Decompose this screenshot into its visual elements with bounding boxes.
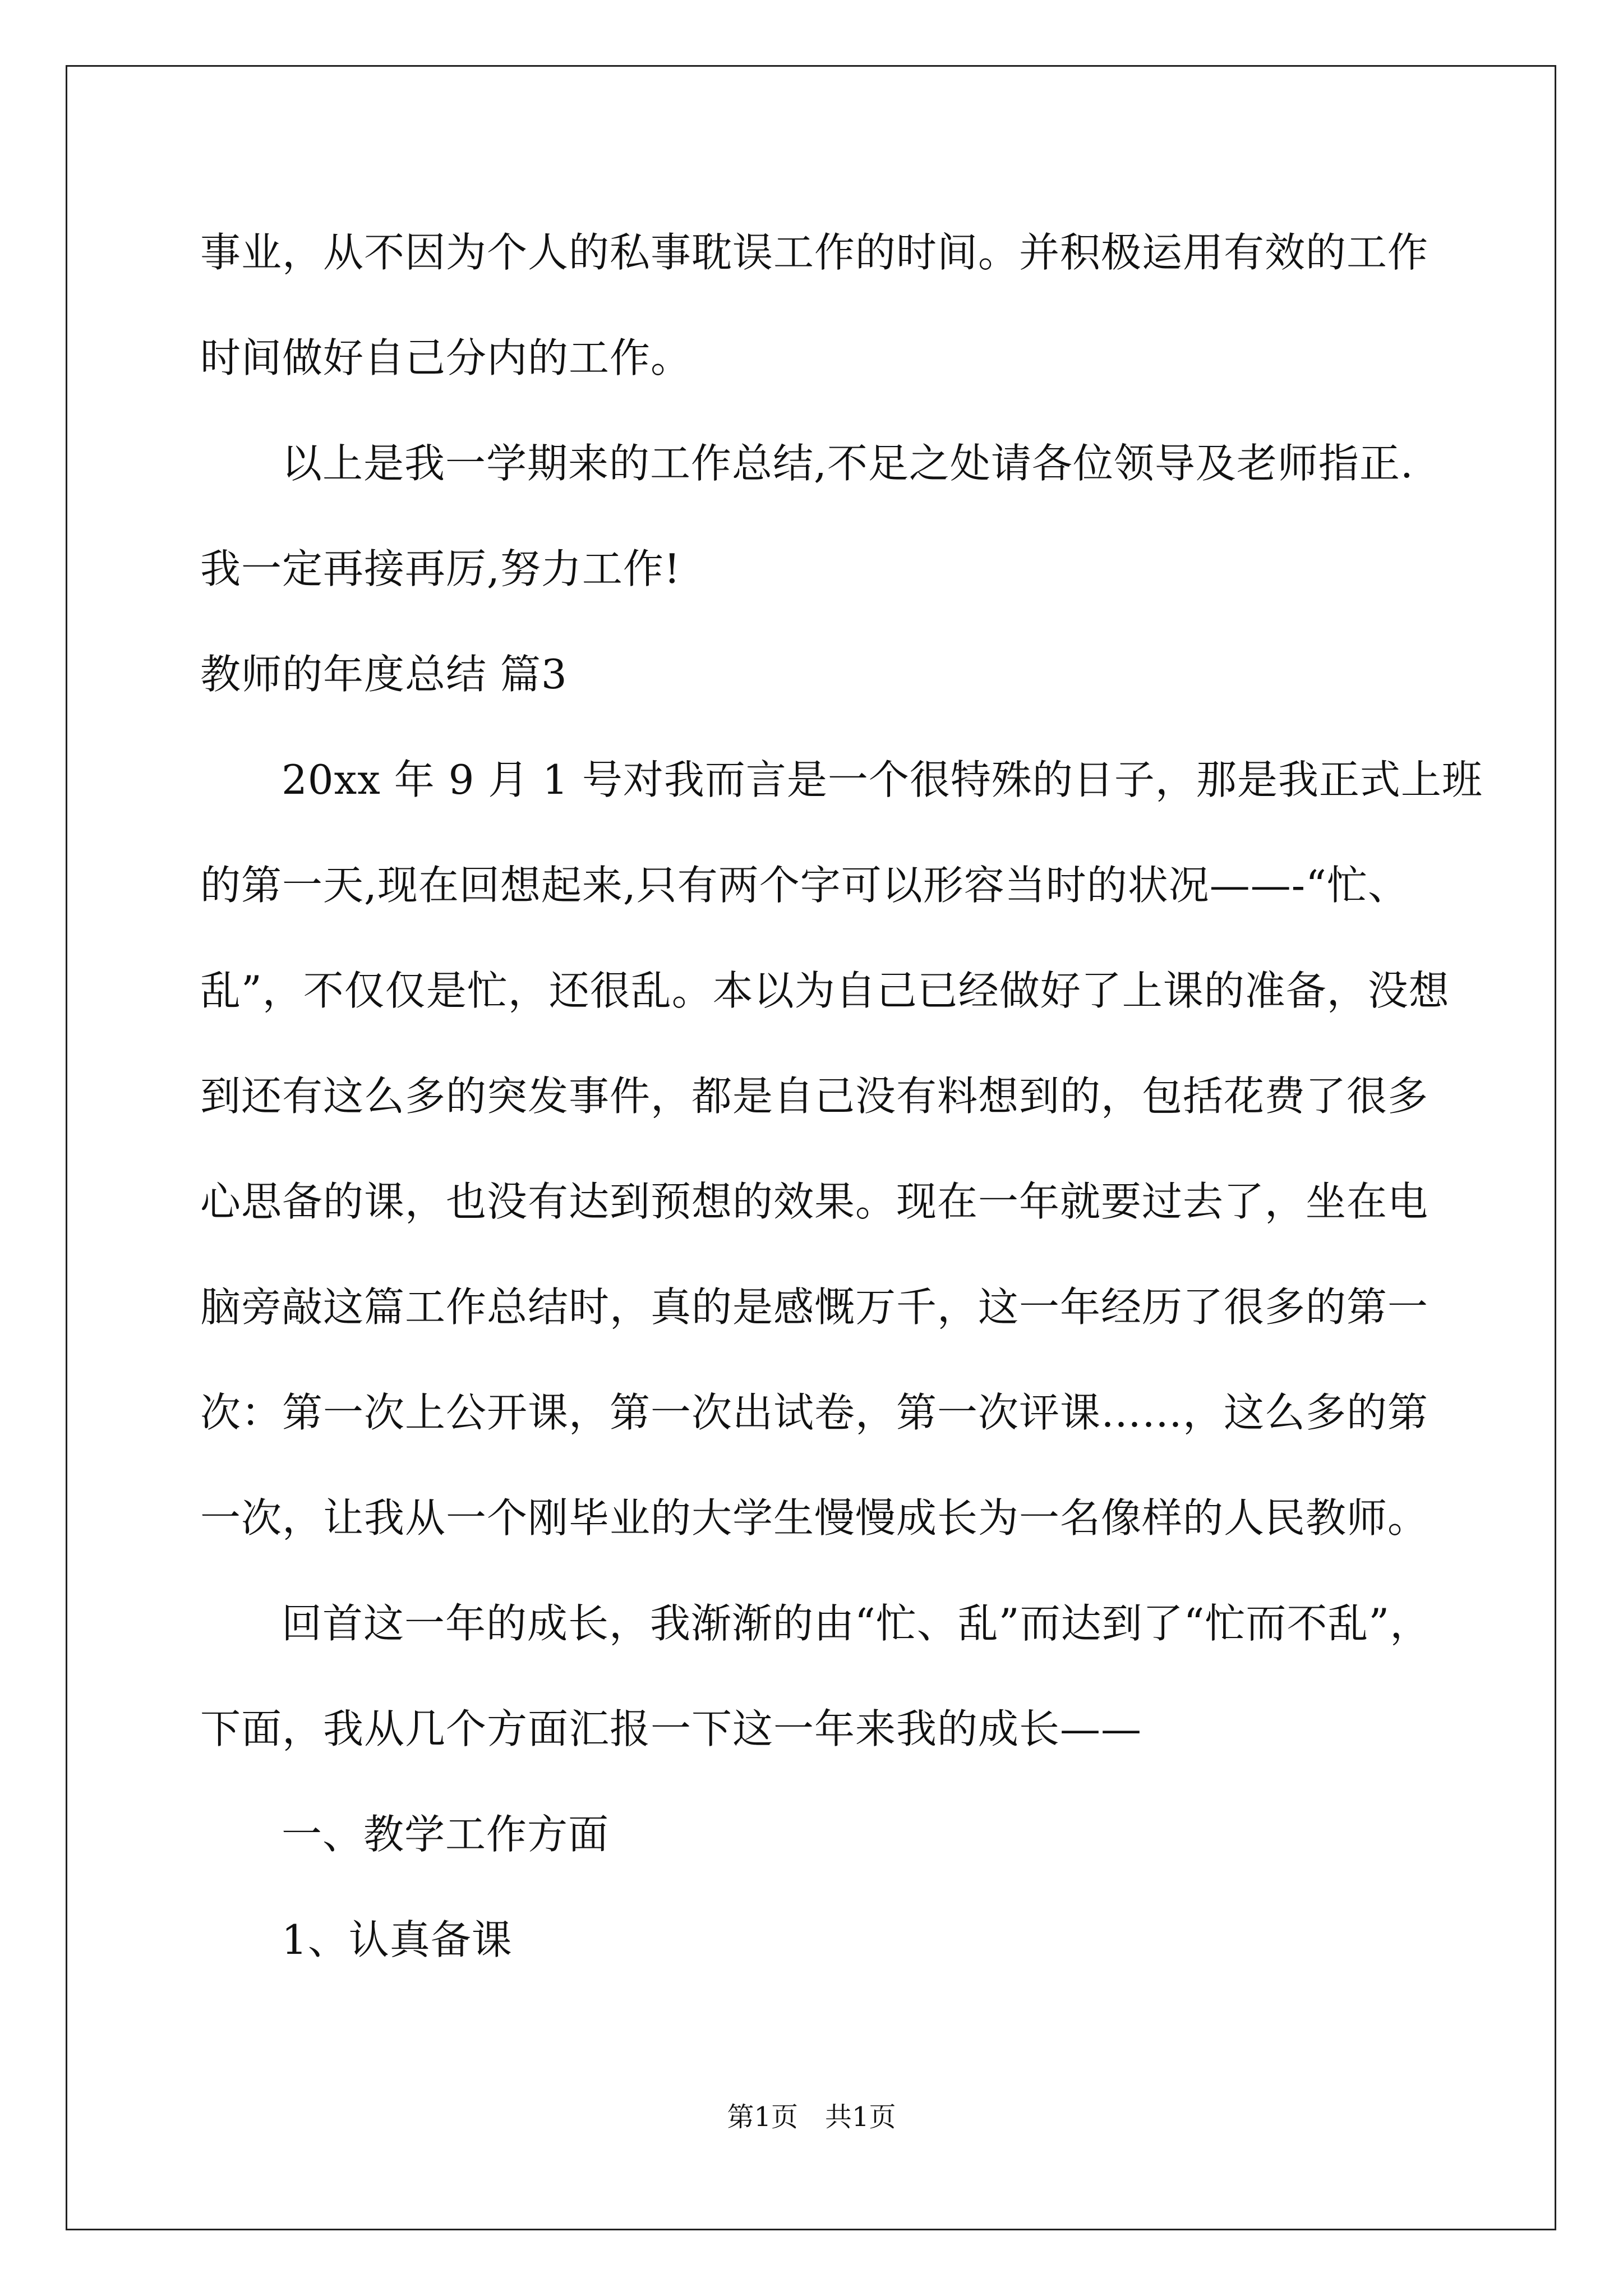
paragraph-line-10: 心思备的课，也没有达到预想的效果。现在一年就要过去了，坐在电 [200, 1178, 1429, 1225]
paragraph-line-8: 乱”，不仅仅是忙，还很乱。本以为自己已经做好了上课的准备，没想 [200, 967, 1450, 1014]
paragraph-line-15: 下面，我从几个方面汇报一下这一年来我的成长—— [200, 1705, 1142, 1752]
subheading-teaching-work: 一、教学工作方面 [282, 1811, 610, 1858]
section-heading: 教师的年度总结 篇3 [200, 651, 568, 698]
paragraph-line-12: 次：第一次上公开课，第一次出试卷，第一次评课……，这么多的第 [200, 1389, 1429, 1436]
paragraph-line-4: 我一定再接再厉,努力工作! [200, 545, 681, 592]
paragraph-line-14: 回首这一年的成长，我渐渐的由“忙、乱”而达到了“忙而不乱”， [282, 1600, 1431, 1647]
paragraph-line-7: 的第一天,现在回想起来,只有两个字可以形容当时的状况——-“忙、 [200, 862, 1409, 909]
subheading-prepare-lessons: 1、认真备课 [282, 1916, 513, 1963]
paragraph-line-6: 20xx 年 9 月 1 号对我而言是一个很特殊的日子，那是我正式上班 [282, 756, 1483, 803]
paragraph-line-11: 脑旁敲这篇工作总结时，真的是感慨万千，这一年经历了很多的第一 [200, 1283, 1429, 1331]
page-footer: 第1页 共1页 [727, 2101, 896, 2133]
paragraph-line-13: 一次，让我从一个刚毕业的大学生慢慢成长为一名像样的人民教师。 [200, 1494, 1429, 1542]
paragraph-line-3: 以上是我一学期来的工作总结,不足之处请各位领导及老师指正. [282, 440, 1414, 487]
page-border [66, 65, 1556, 2230]
paragraph-line-1: 事业，从不因为个人的私事耽误工作的时间。并积极运用有效的工作 [200, 229, 1429, 276]
paragraph-line-2: 时间做好自己分内的工作。 [200, 334, 692, 381]
paragraph-line-9: 到还有这么多的突发事件，都是自己没有料想到的，包括花费了很多 [200, 1073, 1429, 1120]
